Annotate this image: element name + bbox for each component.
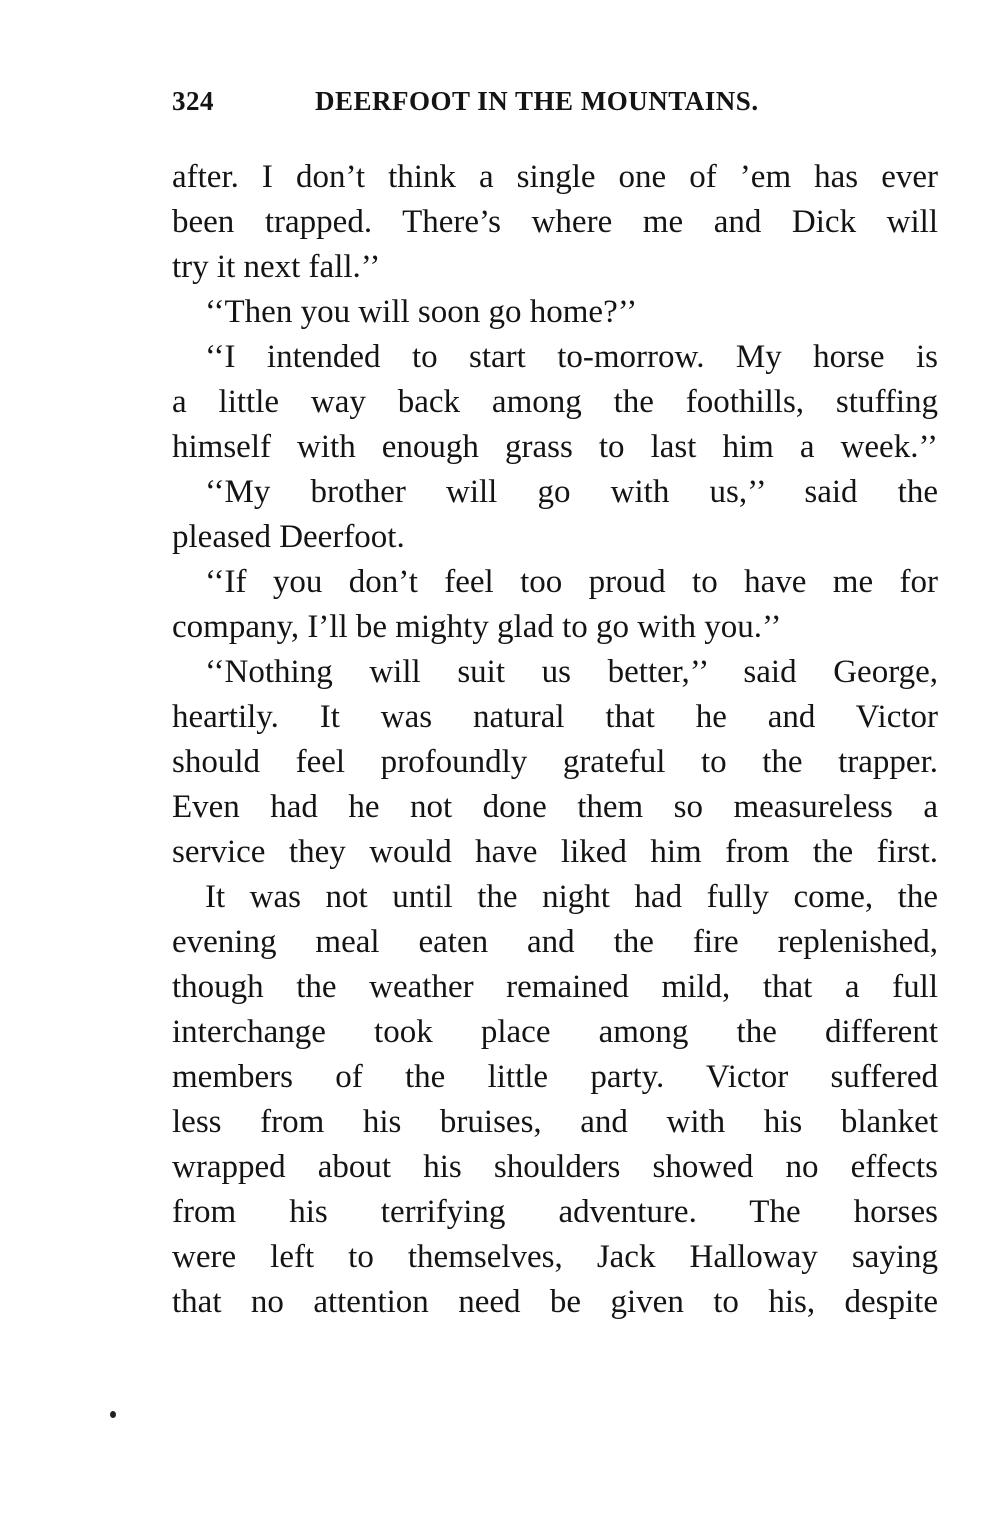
- text-line: It was not until the night had fully come, the: [205, 879, 938, 915]
- body-text: [172, 155, 938, 1325]
- text-line: evening meal eaten and the fire replenished,: [172, 924, 938, 960]
- text-line: were left to themselves, Jack Halloway saying: [172, 1239, 938, 1275]
- text-line: after. I don’t think a single one of ’em has ever: [172, 159, 938, 195]
- text-line: from his terrifying adventure. The horses: [172, 1194, 938, 1230]
- text-line: ‘‘Nothing will suit us better,’’ said George,: [205, 654, 938, 690]
- text-line: should feel profoundly grateful to the trapper.: [172, 744, 938, 780]
- text-line: ‘‘I intended to start to-morrow. My horse is: [205, 339, 938, 375]
- text-line: company, I’ll be mighty glad to go with you.’’: [172, 609, 782, 645]
- page-number: 324: [172, 86, 214, 116]
- text-line: pleased Deerfoot.: [172, 519, 405, 555]
- text-line: ‘‘My brother will go with us,’’ said the: [205, 474, 938, 510]
- text-line: himself with enough grass to last him a week.’’: [172, 429, 938, 465]
- text-line: that no attention need be given to his, despite: [172, 1284, 938, 1320]
- text-line: wrapped about his shoulders showed no effects: [172, 1149, 938, 1185]
- text-line: interchange took place among the different: [172, 1014, 938, 1050]
- text-line: been trapped. There’s where me and Dick will: [172, 204, 938, 240]
- text-line: Even had he not done them so measureless a: [172, 789, 938, 825]
- text-line: though the weather remained mild, that a full: [172, 969, 938, 1005]
- text-line: service they would have liked him from the first.: [172, 834, 938, 870]
- ink-speck: [110, 1411, 116, 1418]
- running-title: DEERFOOT IN THE MOUNTAINS.: [315, 86, 759, 116]
- running-head: [172, 86, 938, 126]
- text-line: members of the little party. Victor suffered: [172, 1059, 938, 1095]
- text-line: ‘‘Then you will soon go home?’’: [205, 294, 638, 330]
- text-line: less from his bruises, and with his blanket: [172, 1104, 938, 1140]
- text-line: a little way back among the foothills, stuffing: [172, 384, 938, 420]
- text-line: heartily. It was natural that he and Victor: [172, 699, 938, 735]
- text-line: try it next fall.’’: [172, 249, 381, 285]
- text-line: ‘‘If you don’t feel too proud to have me for: [205, 564, 938, 600]
